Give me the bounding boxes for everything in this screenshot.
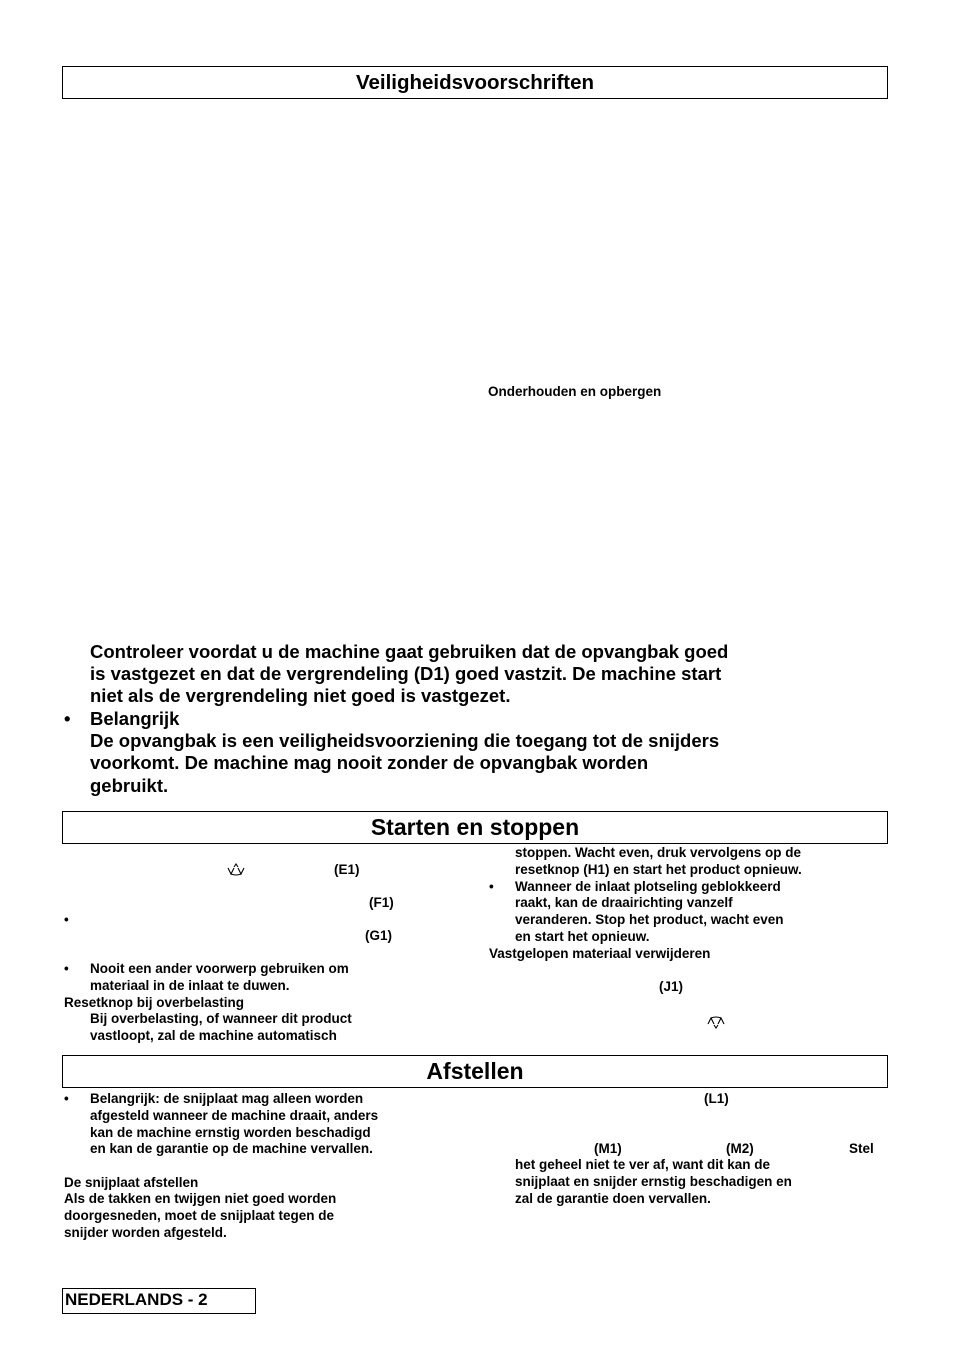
stel-word: Stel xyxy=(849,1141,874,1156)
ref-m1: (M1) xyxy=(594,1141,622,1156)
adjust-left-line-7: snijder worden afgesteld. xyxy=(64,1225,227,1240)
adjust-right-line-3: zal de garantie doen vervallen. xyxy=(515,1191,711,1206)
start-bullet-2: • xyxy=(64,961,69,976)
start-right-line-2: resetknop (H1) en start het product opnieuw. xyxy=(515,862,802,877)
safety-line-2: is vastgezet en dat de vergrendeling (D1) goed vastzit. De machine start xyxy=(90,663,722,684)
safety-heading: Veiligheidsvoorschriften xyxy=(355,71,595,94)
adjust-sub-title: De snijplaat afstellen xyxy=(64,1175,199,1190)
never-line-1: Nooit een ander voorwerp gebruiken om xyxy=(90,961,349,976)
maintenance-label: Onderhouden en opbergen xyxy=(488,384,662,399)
start-stop-heading: Starten en stoppen xyxy=(370,814,580,840)
adjust-left-line-2: afgesteld wanneer de machine draait, anders xyxy=(90,1108,379,1123)
ref-e1: (E1) xyxy=(334,862,360,877)
reset-title: Resetknop bij overbelasting xyxy=(64,995,245,1010)
rotation-reverse-icon xyxy=(706,1015,726,1029)
safety-bullet: • xyxy=(64,708,71,729)
start-stop-heading-box xyxy=(62,811,888,844)
safety-line-6: gebruikt. xyxy=(90,775,169,796)
never-line-2: materiaal in de inlaat te duwen. xyxy=(90,978,290,993)
ref-g1: (G1) xyxy=(365,928,392,943)
adjust-bullet: • xyxy=(64,1091,69,1106)
adjust-left-line-5: Als de takken en twijgen niet goed worden xyxy=(64,1191,337,1206)
adjust-left-line-6: doorgesneden, moet de snijplaat tegen de xyxy=(64,1208,335,1223)
important-label: Belangrijk xyxy=(90,708,180,729)
adjust-right-line-1: het geheel niet te ver af, want dit kan de xyxy=(515,1157,771,1172)
start-right-line-6: en start het opnieuw. xyxy=(515,929,650,944)
safety-heading-box xyxy=(62,66,888,99)
adjust-heading-box xyxy=(62,1055,888,1088)
start-right-bullet: • xyxy=(489,879,494,894)
ref-f1: (F1) xyxy=(369,895,394,910)
adjust-left-line-1: Belangrijk: de snijplaat mag alleen worden xyxy=(90,1091,364,1106)
footer-label: NEDERLANDS - 2 xyxy=(65,1290,208,1309)
safety-line-1: Controleer voordat u de machine gaat gebruiken dat de opvangbak goed xyxy=(90,641,729,662)
start-right-line-5: veranderen. Stop het product, wacht even xyxy=(515,912,784,927)
page-footer xyxy=(62,1288,256,1314)
ref-m2: (M2) xyxy=(726,1141,754,1156)
adjust-heading: Afstellen xyxy=(426,1058,524,1084)
reset-line-2: vastloopt, zal de machine automatisch xyxy=(90,1028,337,1043)
adjust-left-line-3: kan de machine ernstig worden beschadigd xyxy=(90,1125,371,1140)
rotation-forward-icon xyxy=(226,863,246,877)
safety-line-3: niet als de vergrendeling niet goed is vastgezet. xyxy=(90,685,511,706)
start-right-line-3: Wanneer de inlaat plotseling geblokkeerd xyxy=(515,879,781,894)
safety-line-5: voorkomt. De machine mag nooit zonder de opvangbak worden xyxy=(90,752,649,773)
safety-line-4: De opvangbak is een veiligheidsvoorziening die toegang tot de snijders xyxy=(90,730,720,751)
reset-line-1: Bij overbelasting, of wanneer dit product xyxy=(90,1011,352,1026)
adjust-right-line-2: snijplaat en snijder ernstig beschadigen en xyxy=(515,1174,792,1189)
adjust-left-line-4: en kan de garantie op de machine vervallen. xyxy=(90,1141,373,1156)
start-right-line-1: stoppen. Wacht even, druk vervolgens op de xyxy=(515,845,802,860)
jam-title: Vastgelopen materiaal verwijderen xyxy=(489,946,711,961)
start-bullet-1: • xyxy=(64,912,69,927)
start-right-line-4: raakt, kan de draairichting vanzelf xyxy=(515,895,733,910)
ref-l1: (L1) xyxy=(704,1091,729,1106)
ref-j1: (J1) xyxy=(659,979,684,994)
